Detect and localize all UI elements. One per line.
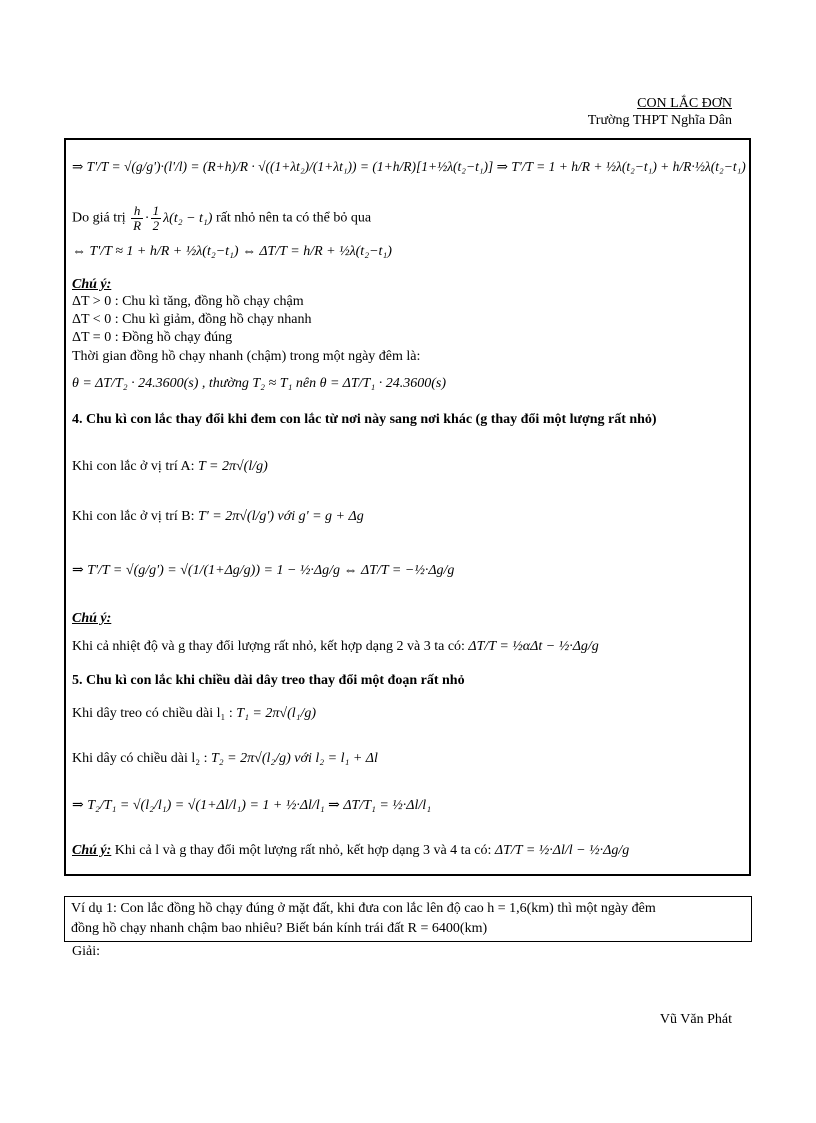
- sec5-note-formula: ΔT/T = ½·Δl/l − ½·Δg/g: [494, 843, 630, 858]
- note-small-line: [72, 204, 371, 233]
- note-title: Chú ý:: [72, 277, 112, 292]
- author-footer: Vũ Văn Phát: [659, 1012, 732, 1027]
- sec5-note-text: Khi cả l và g thay đổi một lượng rất nhỏ, kết hợp dạng 3 và 4 ta có:: [114, 843, 492, 858]
- document-title: CON LẮC ĐƠN: [637, 96, 732, 111]
- sec4-a-label: Khi con lắc ở vị trí A:: [72, 459, 195, 474]
- section-4-title: 4. Chu kì con lắc thay đổi khi đem con lắc từ nơi này sang nơi khác (g thay đổi một lượng rất nhỏ): [72, 412, 657, 427]
- note-small-expr: $\frac{h}{R}$ · $\frac{1}{2}$ λ(t₂ − t₁): [133, 203, 216, 233]
- formula-top: ⇒ T'/T = √(g/g')·(l'/l) = (R+h)/R · √((1+λt₂)/(1+λt₁)) = (1+h/R)[1+½λ(t₂−t₁)] ⇒ T'/T = 1 + h/R + ½λ(t₂−t₁) + h/R·½λ(t₂−t₁): [72, 159, 746, 174]
- section-5-title: 5. Chu kì con lắc khi chiều dài dây treo thay đổi một đoạn rất nhỏ: [72, 673, 465, 688]
- sec4-note-title: Chú ý:: [72, 611, 112, 626]
- sec5-length-2: [72, 750, 378, 768]
- note-item: ΔT > 0 : Chu kì tăng, đồng hồ chạy chậm: [72, 294, 304, 309]
- sec4-a-formula: T = 2π√(l/g): [198, 459, 268, 474]
- sec5-length-1: [72, 705, 316, 723]
- approx-formula: ⇔ T'/T ≈ 1 + h/R + ½λ(t₂−t₁) ⇔ ΔT/T = h/R + ½λ(t₂−t₁): [72, 244, 392, 259]
- sec4-b-formula: T' = 2π√(l/g') với g' = g + Δg: [198, 509, 364, 524]
- time-text: Thời gian đồng hồ chạy nhanh (chậm) trong một ngày đêm là:: [72, 349, 421, 364]
- sec4-result: ⇒ T'/T = √(g/g') = √(1/(1+Δg/g)) = 1 − ½·Δg/g ⇔ ΔT/T = −½·Δg/g: [72, 563, 455, 578]
- note-item: ΔT = 0 : Đồng hồ chạy đúng: [72, 330, 233, 345]
- theta-formula: θ = ΔT/T₂ · 24.3600(s) , thường T₂ ≈ T₁ nên θ = ΔT/T₁ · 24.3600(s): [72, 376, 446, 391]
- example-line-1: Ví dụ 1: Con lắc đồng hồ chạy đúng ở mặt đất, khi đưa con lắc lên độ cao h = 1,6(km) thì một ngày đêm: [71, 901, 656, 916]
- sec5-result: ⇒ T₂/T₁ = √(l₂/l₁) = √(1+Δl/l₁) = 1 + ½·Δl/l₁ ⇒ ΔT/T₁ = ½·Δl/l₁: [72, 798, 432, 813]
- school-name: Trường THPT Nghĩa Dân: [587, 113, 732, 128]
- sec5-note-line: [72, 842, 629, 860]
- note-item: ΔT < 0 : Chu kì giảm, đồng hồ chạy nhanh: [72, 312, 312, 327]
- sec5-1-label: Khi dây treo có chiều dài l₁ :: [72, 706, 233, 721]
- sec5-note-title: Chú ý:: [72, 843, 112, 858]
- sec4-position-b: [72, 508, 364, 526]
- sec5-2-label: Khi dây có chiều dài l₂ :: [72, 751, 208, 766]
- note-small-text: Do giá trị: [72, 210, 126, 226]
- example-box: [64, 896, 752, 942]
- sec4-note-formula: ΔT/T = ½αΔt − ½·Δg/g: [468, 639, 599, 654]
- note-small-text-2: rất nhỏ nên ta có thể bỏ qua: [215, 210, 372, 226]
- sec4-note-text: Khi cả nhiệt độ và g thay đổi lượng rất nhỏ, kết hợp dạng 2 và 3 ta có:: [72, 639, 465, 654]
- sec5-1-formula: T₁ = 2π√(l₁/g): [236, 706, 317, 721]
- sec5-2-formula: T₂ = 2π√(l₂/g) với l₂ = l₁ + Δl: [211, 751, 378, 766]
- solution-label: Giải:: [72, 944, 100, 959]
- sec4-position-a: [72, 458, 268, 476]
- sec4-b-label: Khi con lắc ở vị trí B:: [72, 509, 195, 524]
- example-line-2: đồng hồ chạy nhanh chậm bao nhiêu? Biết bán kính trái đất R = 6400(km): [71, 921, 488, 936]
- sec4-note-line: [72, 638, 599, 656]
